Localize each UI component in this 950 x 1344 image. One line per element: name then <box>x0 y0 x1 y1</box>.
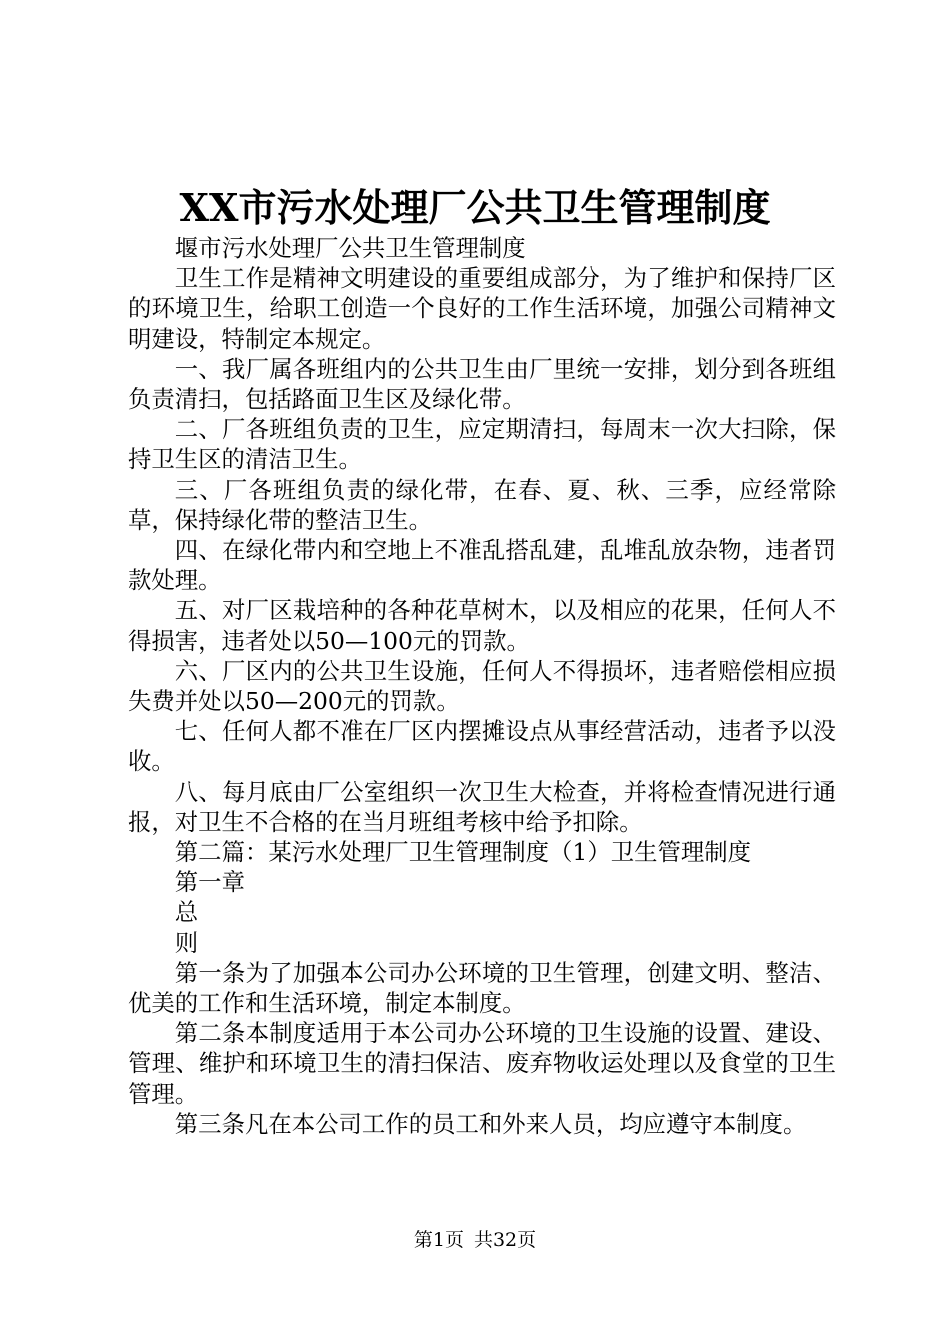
paragraph-intro: 卫生工作是精神文明建设的重要组成部分，为了维护和保持厂区的环境卫生，给职工创造一个良好的工作生活环境，加强公司精神文明建设，特制定本规定。 <box>128 264 836 353</box>
paragraph-chapter-name-1: 总 <box>174 898 199 927</box>
paragraph-rule-6: 六、厂区内的公共卫生设施，任何人不得损坏，违者赔偿相应损失费并处以50—200元的罚款。 <box>128 656 836 716</box>
paragraph-rule-8: 八、每月底由厂公室组织一次卫生大检查，并将检查情况进行通报，对卫生不合格的在当月班组考核中给予扣除。 <box>128 777 836 836</box>
paragraph-rule-2: 二、厂各班组负责的卫生，应定期清扫，每周末一次大扫除，保持卫生区的清洁卫生。 <box>128 415 836 474</box>
paragraph-part-two-heading: 第二篇：某污水处理厂卫生管理制度（1）卫生管理制度 <box>174 838 752 867</box>
paragraph-article-1: 第一条为了加强本公司办公环境的卫生管理，创建文明、整洁、优美的工作和生活环境，制定本制度。 <box>128 958 836 1018</box>
paragraph-rule-7: 七、任何人都不准在厂区内摆摊设点从事经营活动，违者予以没收。 <box>128 717 836 776</box>
paragraph-subtitle: 堰市污水处理厂公共卫生管理制度 <box>174 234 526 262</box>
page-total: 共32页 <box>473 1229 537 1251</box>
paragraph-rule-4: 四、在绿化带内和空地上不准乱搭乱建，乱堆乱放杂物，违者罚款处理。 <box>128 536 836 595</box>
paragraph-chapter-heading: 第一章 <box>174 868 245 897</box>
paragraph-chapter-name-2: 则 <box>174 928 199 957</box>
paragraph-article-3: 第三条凡在本公司工作的员工和外来人员，均应遵守本制度。 <box>174 1109 807 1138</box>
page-number: 第1页 <box>413 1229 464 1251</box>
document-body <box>128 233 836 1139</box>
paragraph-rule-5: 五、对厂区栽培种的各种花草树木，以及相应的花果，任何人不得损害，违者处以50—100元的罚款。 <box>128 596 836 655</box>
paragraph-article-2: 第二条本制度适用于本公司办公环境的卫生设施的设置、建设、管理、维护和环境卫生的清扫保洁、废弃物收运处理以及食堂的卫生管理。 <box>128 1019 836 1108</box>
paragraph-rule-1: 一、我厂属各班组内的公共卫生由厂里统一安排，划分到各班组负责清扫，包括路面卫生区及绿化带。 <box>128 354 836 414</box>
paragraph-rule-3: 三、厂各班组负责的绿化带，在春、夏、秋、三季，应经常除草，保持绿化带的整洁卫生。 <box>128 475 836 534</box>
page-footer <box>0 1228 950 1252</box>
document-title: XX市污水处理厂公共卫生管理制度 <box>179 185 771 230</box>
